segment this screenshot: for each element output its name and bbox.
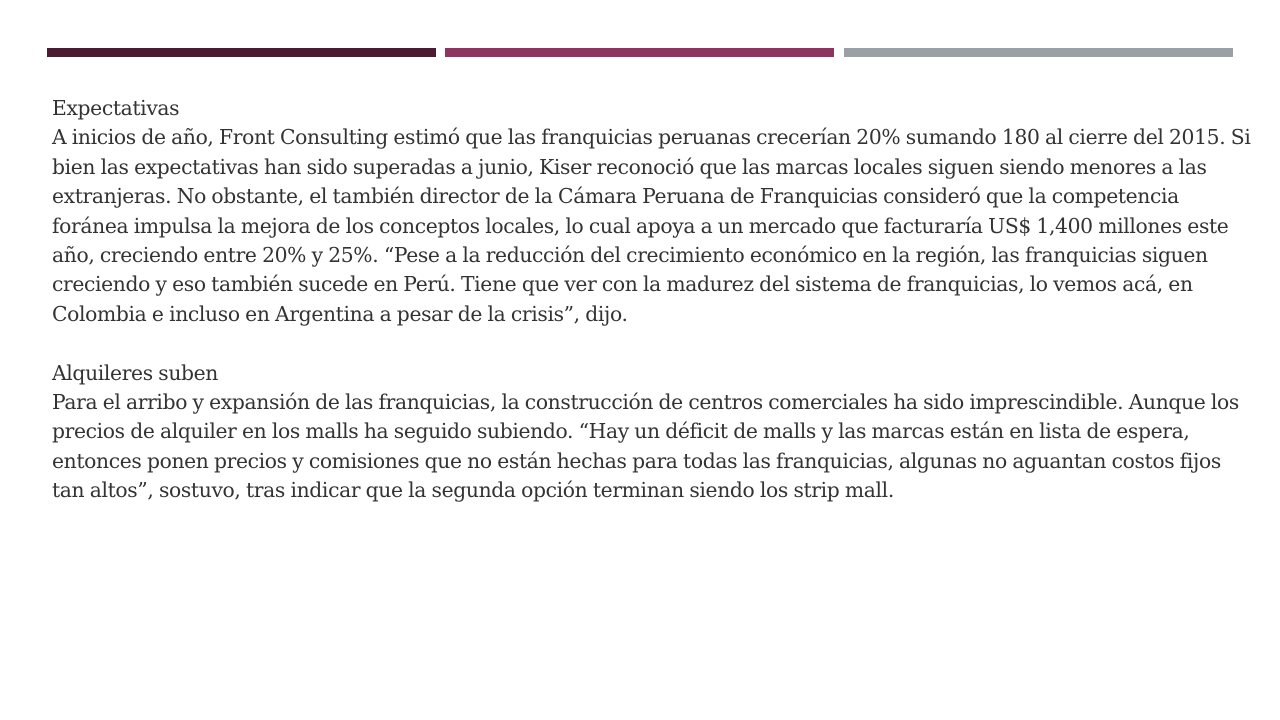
section-body: Para el arribo y expansión de las franquicias, la construcción de centros comerciales ha sido imprescindible. Aunque los precios de alquiler en los malls ha seguido subiendo. “Hay un déficit de malls y las marcas están en lista de espera, entonces ponen precios y comisiones que no están hechas para todas las franquicias, algunas no aguantan costos fijos tan altos”, sostuvo, tras indicar que la segunda opción terminan siendo los strip mall. bbox=[52, 390, 1239, 503]
decorative-top-bars bbox=[47, 48, 1233, 57]
slide-content bbox=[52, 94, 1252, 506]
section-title: Expectativas bbox=[52, 96, 180, 120]
section-body: A inicios de año, Front Consulting estimó que las franquicias peruanas crecerían 20% sumando 180 al cierre del 2015. Si bien las expectativas han sido superadas a junio, Kiser reconoció que las marcas locales siguen siendo menores a las extranjeras. No obstante, el también director de la Cámara Peruana de Franquicias consideró que la competencia foránea impulsa la mejora de los conceptos locales, lo cual apoya a un mercado que facturaría US$ 1,400 millones este año, creciendo entre 20% y 25%. “Pese a la reducción del crecimiento económico en la región, las franquicias siguen creciendo y eso también sucede en Perú. Tiene que ver con la madurez del sistema de franquicias, lo vemos acá, en Colombia e incluso en Argentina a pesar de la crisis”, dijo. bbox=[52, 125, 1251, 326]
section-expectativas bbox=[52, 94, 1252, 329]
section-spacer bbox=[52, 329, 1252, 358]
top-bar-dark bbox=[47, 48, 436, 57]
section-title: Alquileres suben bbox=[52, 360, 219, 385]
top-bar-gray bbox=[844, 48, 1233, 57]
section-alquileres-suben bbox=[52, 359, 1252, 506]
top-bar-magenta bbox=[445, 48, 834, 57]
